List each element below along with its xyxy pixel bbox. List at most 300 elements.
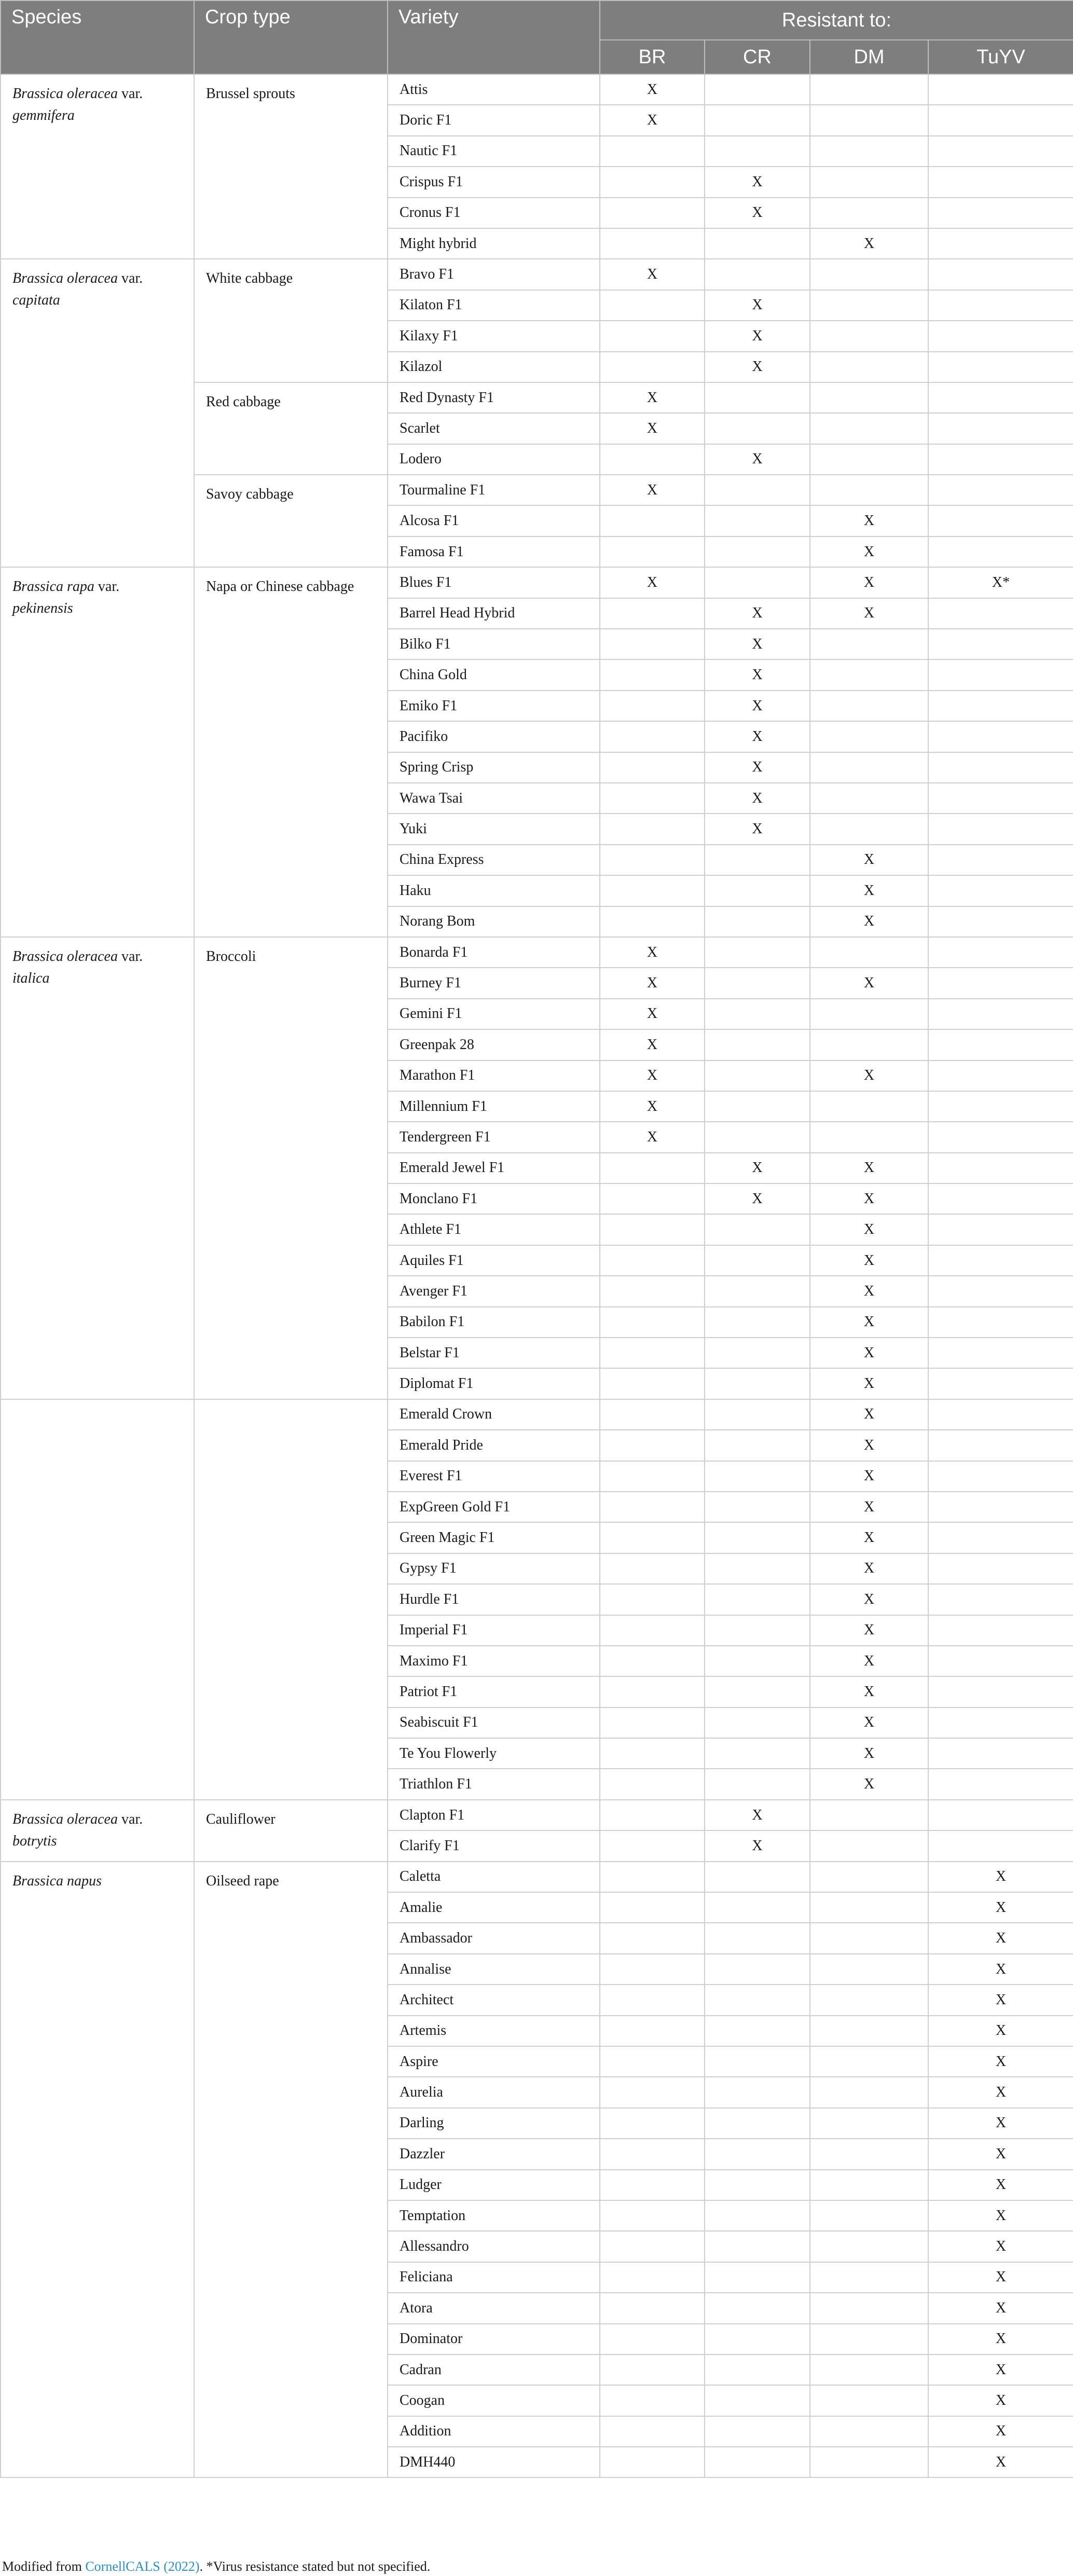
resistance-mark-cr: X: [705, 444, 810, 475]
variety-cell: Avenger F1: [388, 1276, 600, 1306]
variety-cell: Addition: [388, 2416, 600, 2447]
variety-cell: Aspire: [388, 2046, 600, 2077]
resistance-mark-br: [600, 2416, 705, 2447]
resistance-mark-dm: [810, 1029, 928, 1060]
resistance-mark-tuyv: [928, 536, 1073, 567]
header-dm: DM: [810, 40, 928, 74]
resistance-mark-dm: [810, 691, 928, 721]
resistance-mark-cr: [705, 1584, 810, 1615]
resistance-mark-dm: X: [810, 845, 928, 875]
resistance-mark-cr: [705, 1461, 810, 1492]
variety-cell: Greenpak 28: [388, 1029, 600, 1060]
resistance-mark-br: [600, 2354, 705, 2385]
resistance-mark-tuyv: [928, 1492, 1073, 1522]
resistance-mark-cr: [705, 1276, 810, 1306]
variety-cell: Millennium F1: [388, 1091, 600, 1122]
resistance-mark-tuyv: [928, 1430, 1073, 1461]
resistance-mark-dm: [810, 444, 928, 475]
header-crop-type: Crop type: [194, 1, 388, 74]
resistance-mark-dm: [810, 198, 928, 228]
resistance-mark-dm: [810, 136, 928, 167]
resistance-mark-tuyv: X: [928, 2385, 1073, 2416]
resistance-mark-br: [600, 1923, 705, 1953]
resistance-mark-tuyv: [928, 1338, 1073, 1368]
variety-cell: ExpGreen Gold F1: [388, 1492, 600, 1522]
resistance-mark-br: [600, 352, 705, 382]
resistance-mark-cr: [705, 382, 810, 413]
resistance-mark-dm: X: [810, 1615, 928, 1646]
variety-cell: Lodero: [388, 444, 600, 475]
resistance-mark-cr: [705, 2262, 810, 2293]
resistance-mark-dm: [810, 2108, 928, 2139]
species-epithet: gemmifera: [12, 107, 75, 123]
resistance-mark-tuyv: X: [928, 1892, 1073, 1923]
resistance-mark-tuyv: [928, 721, 1073, 752]
resistance-mark-cr: [705, 999, 810, 1029]
footnote-citation-link[interactable]: CornellCALS (2022): [85, 2559, 200, 2574]
resistance-mark-tuyv: [928, 845, 1073, 875]
resistance-mark-tuyv: [928, 1676, 1073, 1707]
resistance-mark-dm: [810, 2262, 928, 2293]
resistance-mark-tuyv: [928, 1091, 1073, 1122]
resistance-mark-cr: [705, 906, 810, 937]
crop-type-cell: [194, 1399, 388, 1800]
variety-cell: Temptation: [388, 2200, 600, 2231]
table-row: [1, 567, 1073, 598]
resistance-mark-br: [600, 1430, 705, 1461]
resistance-mark-tuyv: X: [928, 1985, 1073, 2015]
resistance-mark-dm: X: [810, 1769, 928, 1799]
resistance-mark-br: [600, 691, 705, 721]
species-rank: var.: [121, 86, 143, 102]
resistance-mark-cr: [705, 2046, 810, 2077]
resistance-mark-cr: [705, 1954, 810, 1985]
resistance-mark-tuyv: [928, 1307, 1073, 1338]
resistance-mark-dm: [810, 167, 928, 197]
resistance-mark-br: [600, 1214, 705, 1245]
resistance-mark-br: [600, 1954, 705, 1985]
resistance-mark-dm: [810, 2416, 928, 2447]
resistance-mark-cr: [705, 2293, 810, 2323]
variety-cell: Te You Flowerly: [388, 1738, 600, 1769]
resistance-mark-tuyv: X: [928, 1923, 1073, 1953]
variety-cell: Dazzler: [388, 2139, 600, 2169]
resistance-mark-br: [600, 136, 705, 167]
resistance-mark-br: [600, 505, 705, 536]
resistance-mark-dm: X: [810, 1214, 928, 1245]
resistance-mark-tuyv: [928, 352, 1073, 382]
footnote-suffix: . *Virus resistance stated but not specified.: [199, 2559, 431, 2574]
resistance-mark-tuyv: [928, 1029, 1073, 1060]
resistance-mark-br: [600, 1368, 705, 1399]
resistance-mark-dm: X: [810, 1368, 928, 1399]
resistance-mark-tuyv: [928, 659, 1073, 690]
resistance-mark-cr: [705, 2200, 810, 2231]
variety-cell: Belstar F1: [388, 1338, 600, 1368]
resistance-mark-cr: X: [705, 352, 810, 382]
resistance-mark-tuyv: [928, 875, 1073, 906]
resistance-mark-cr: [705, 505, 810, 536]
resistance-mark-tuyv: X: [928, 2139, 1073, 2169]
species-cell: [1, 1800, 194, 1862]
variety-cell: Hurdle F1: [388, 1584, 600, 1615]
resistance-mark-dm: [810, 2231, 928, 2262]
variety-cell: Kilaton F1: [388, 290, 600, 321]
resistance-mark-cr: [705, 1862, 810, 1892]
resistance-mark-tuyv: [928, 968, 1073, 998]
resistance-mark-cr: [705, 1923, 810, 1953]
variety-cell: Amalie: [388, 1892, 600, 1923]
variety-cell: Diplomat F1: [388, 1368, 600, 1399]
species-epithet: capitata: [12, 292, 60, 309]
resistance-mark-tuyv: [928, 1368, 1073, 1399]
resistance-mark-cr: [705, 2077, 810, 2107]
resistance-mark-dm: [810, 659, 928, 690]
resistance-mark-cr: [705, 2416, 810, 2447]
crop-type-cell: Broccoli: [194, 937, 388, 1399]
table-row: [1, 74, 1073, 105]
resistance-mark-cr: [705, 1214, 810, 1245]
variety-cell: Ambassador: [388, 1923, 600, 1953]
variety-cell: Annalise: [388, 1954, 600, 1985]
resistance-mark-br: [600, 1522, 705, 1553]
variety-cell: Scarlet: [388, 413, 600, 444]
resistance-mark-cr: [705, 413, 810, 444]
resistance-mark-br: [600, 1153, 705, 1183]
resistance-mark-dm: [810, 1122, 928, 1152]
resistance-mark-tuyv: [928, 1214, 1073, 1245]
resistance-mark-dm: [810, 321, 928, 351]
resistance-mark-br: X: [600, 475, 705, 505]
resistance-mark-br: [600, 1307, 705, 1338]
variety-cell: Kilazol: [388, 352, 600, 382]
resistance-mark-dm: [810, 1800, 928, 1830]
resistance-mark-br: [600, 1769, 705, 1799]
variety-cell: Triathlon F1: [388, 1769, 600, 1799]
variety-cell: Cadran: [388, 2354, 600, 2385]
resistance-mark-cr: [705, 1430, 810, 1461]
resistance-mark-cr: [705, 1646, 810, 1676]
resistance-mark-dm: [810, 1091, 928, 1122]
resistance-mark-cr: [705, 228, 810, 259]
resistance-mark-br: [600, 2231, 705, 2262]
variety-cell: Cronus F1: [388, 198, 600, 228]
resistance-mark-br: [600, 2385, 705, 2416]
variety-cell: Pacifiko: [388, 721, 600, 752]
variety-cell: Seabiscuit F1: [388, 1707, 600, 1738]
resistance-mark-dm: [810, 1862, 928, 1892]
resistance-mark-cr: [705, 74, 810, 105]
resistance-mark-br: X: [600, 105, 705, 135]
resistance-mark-tuyv: [928, 1738, 1073, 1769]
header-br: BR: [600, 40, 705, 74]
species-rank: var.: [121, 270, 143, 287]
resistance-mark-tuyv: [928, 1122, 1073, 1152]
resistance-mark-tuyv: [928, 505, 1073, 536]
resistance-mark-cr: [705, 567, 810, 598]
resistance-mark-dm: X: [810, 1707, 928, 1738]
resistance-mark-br: [600, 2077, 705, 2107]
resistance-mark-dm: [810, 1985, 928, 2015]
resistance-mark-br: [600, 1707, 705, 1738]
resistance-mark-tuyv: [928, 999, 1073, 1029]
resistance-mark-br: [600, 1615, 705, 1646]
resistance-mark-br: [600, 2324, 705, 2354]
resistance-mark-br: [600, 2139, 705, 2169]
resistance-mark-cr: [705, 1338, 810, 1368]
resistance-mark-dm: [810, 2200, 928, 2231]
variety-cell: Tendergreen F1: [388, 1122, 600, 1152]
resistance-mark-br: [600, 1276, 705, 1306]
resistance-mark-cr: X: [705, 752, 810, 783]
table-row: [1, 1399, 1073, 1430]
resistance-mark-br: [600, 1676, 705, 1707]
resistance-mark-cr: X: [705, 629, 810, 659]
variety-cell: Clapton F1: [388, 1800, 600, 1830]
resistance-mark-dm: [810, 105, 928, 135]
header-variety: Variety: [388, 1, 600, 74]
resistance-mark-br: [600, 228, 705, 259]
resistance-mark-br: [600, 845, 705, 875]
resistance-mark-br: [600, 1862, 705, 1892]
variety-cell: Monclano F1: [388, 1183, 600, 1214]
resistance-mark-tuyv: X: [928, 2416, 1073, 2447]
resistance-mark-cr: X: [705, 1800, 810, 1830]
variety-cell: Green Magic F1: [388, 1522, 600, 1553]
variety-cell: Blues F1: [388, 567, 600, 598]
table-body: [1, 74, 1073, 2477]
table-row: [1, 259, 1073, 290]
resistance-mark-cr: [705, 2447, 810, 2477]
resistance-mark-dm: [810, 2447, 928, 2477]
resistance-mark-cr: [705, 1060, 810, 1091]
resistance-mark-cr: [705, 1122, 810, 1152]
resistance-mark-br: [600, 629, 705, 659]
variety-cell: Kilaxy F1: [388, 321, 600, 351]
resistance-mark-dm: [810, 259, 928, 290]
variety-cell: Artemis: [388, 2016, 600, 2046]
variety-cell: Aquiles F1: [388, 1245, 600, 1276]
variety-cell: Emiko F1: [388, 691, 600, 721]
resistance-mark-tuyv: [928, 1584, 1073, 1615]
resistance-mark-dm: [810, 721, 928, 752]
resistance-mark-cr: [705, 1738, 810, 1769]
footnote-prefix: Modified from: [2, 2559, 86, 2574]
resistance-mark-dm: [810, 2354, 928, 2385]
species-latin-name: Brassica oleracea: [12, 86, 118, 102]
species-cell: [1, 1399, 194, 1800]
resistance-mark-tuyv: [928, 167, 1073, 197]
resistance-mark-br: [600, 536, 705, 567]
resistance-mark-tuyv: [928, 382, 1073, 413]
resistance-mark-tuyv: [928, 598, 1073, 629]
resistance-mark-tuyv: X: [928, 2077, 1073, 2107]
resistance-mark-tuyv: [928, 629, 1073, 659]
resistance-mark-cr: [705, 105, 810, 135]
resistance-mark-tuyv: [928, 105, 1073, 135]
resistance-mark-br: [600, 752, 705, 783]
variety-cell: Feliciana: [388, 2262, 600, 2293]
resistance-mark-dm: [810, 352, 928, 382]
variety-cell: Coogan: [388, 2385, 600, 2416]
resistance-mark-dm: [810, 2324, 928, 2354]
resistance-mark-dm: [810, 783, 928, 814]
resistance-mark-cr: [705, 2108, 810, 2139]
variety-cell: Crispus F1: [388, 167, 600, 197]
resistance-mark-dm: [810, 290, 928, 321]
resistance-mark-br: [600, 198, 705, 228]
resistance-mark-cr: X: [705, 290, 810, 321]
resistance-mark-tuyv: X: [928, 2262, 1073, 2293]
resistance-mark-tuyv: [928, 1769, 1073, 1799]
variety-cell: Burney F1: [388, 968, 600, 998]
variety-cell: Allessandro: [388, 2231, 600, 2262]
resistance-mark-br: [600, 2262, 705, 2293]
resistance-mark-tuyv: [928, 475, 1073, 505]
resistance-mark-cr: X: [705, 1153, 810, 1183]
resistance-mark-cr: [705, 1091, 810, 1122]
resistance-mark-br: [600, 659, 705, 690]
variety-cell: Caletta: [388, 1862, 600, 1892]
resistance-mark-br: X: [600, 567, 705, 598]
variety-cell: Marathon F1: [388, 1060, 600, 1091]
resistance-mark-dm: X: [810, 567, 928, 598]
resistance-mark-dm: X: [810, 1338, 928, 1368]
resistance-mark-dm: [810, 1830, 928, 1861]
species-latin-name: Brassica napus: [12, 1872, 102, 1889]
crop-type-cell: Cauliflower: [194, 1800, 388, 1862]
resistance-mark-br: [600, 1338, 705, 1368]
resistance-mark-tuyv: [928, 1553, 1073, 1584]
variety-cell: Ludger: [388, 2170, 600, 2200]
resistance-mark-tuyv: X: [928, 2354, 1073, 2385]
header-resistant-to: Resistant to:: [600, 1, 1073, 40]
resistance-mark-cr: [705, 937, 810, 968]
resistance-mark-dm: [810, 1954, 928, 1985]
resistance-mark-br: X: [600, 999, 705, 1029]
resistance-mark-tuyv: [928, 1646, 1073, 1676]
species-epithet: botrytis: [12, 1833, 57, 1849]
variety-cell: Haku: [388, 875, 600, 906]
resistance-mark-dm: [810, 382, 928, 413]
resistance-mark-br: [600, 2447, 705, 2477]
resistance-mark-cr: X: [705, 1830, 810, 1861]
resistance-mark-br: [600, 2046, 705, 2077]
resistance-mark-br: X: [600, 382, 705, 413]
resistance-mark-dm: [810, 814, 928, 844]
resistance-mark-br: [600, 2200, 705, 2231]
resistance-mark-tuyv: [928, 1060, 1073, 1091]
resistance-mark-cr: X: [705, 814, 810, 844]
variety-cell: Athlete F1: [388, 1214, 600, 1245]
species-epithet: pekinensis: [12, 600, 73, 617]
resistance-mark-cr: [705, 1307, 810, 1338]
resistance-mark-tuyv: [928, 1276, 1073, 1306]
variety-cell: Red Dynasty F1: [388, 382, 600, 413]
resistance-mark-tuyv: [928, 1245, 1073, 1276]
resistance-mark-dm: X: [810, 1307, 928, 1338]
variety-cell: Might hybrid: [388, 228, 600, 259]
resistance-mark-br: [600, 167, 705, 197]
resistance-mark-dm: X: [810, 505, 928, 536]
species-epithet: italica: [12, 970, 50, 986]
resistance-mark-br: X: [600, 968, 705, 998]
resistance-mark-cr: [705, 875, 810, 906]
resistance-mark-cr: [705, 1368, 810, 1399]
resistance-mark-br: [600, 1892, 705, 1923]
resistance-mark-tuyv: [928, 136, 1073, 167]
resistance-mark-tuyv: X: [928, 2200, 1073, 2231]
resistance-mark-tuyv: [928, 1830, 1073, 1861]
resistance-mark-br: [600, 290, 705, 321]
resistance-mark-cr: X: [705, 598, 810, 629]
variety-cell: Dominator: [388, 2324, 600, 2354]
resistance-mark-dm: [810, 475, 928, 505]
variety-cell: Spring Crisp: [388, 752, 600, 783]
resistance-mark-dm: X: [810, 1461, 928, 1492]
resistance-mark-dm: X: [810, 1276, 928, 1306]
resistance-mark-tuyv: [928, 691, 1073, 721]
species-rank: var.: [121, 948, 143, 965]
resistance-mark-cr: [705, 1707, 810, 1738]
resistance-mark-cr: [705, 2139, 810, 2169]
variety-cell: China Gold: [388, 659, 600, 690]
table-row: [1, 1800, 1073, 1830]
resistance-mark-dm: X: [810, 1738, 928, 1769]
variety-cell: Aurelia: [388, 2077, 600, 2107]
resistance-mark-br: [600, 1800, 705, 1830]
resistance-mark-br: X: [600, 1029, 705, 1060]
resistance-mark-cr: [705, 2016, 810, 2046]
resistance-mark-cr: [705, 968, 810, 998]
crop-type-cell: Savoy cabbage: [194, 475, 388, 567]
resistance-mark-dm: X: [810, 1584, 928, 1615]
species-cell: [1, 937, 194, 1399]
resistance-mark-tuyv: [928, 1615, 1073, 1646]
resistance-mark-br: [600, 1399, 705, 1430]
resistance-mark-tuyv: [928, 74, 1073, 105]
resistance-mark-cr: X: [705, 167, 810, 197]
resistance-mark-dm: X: [810, 1245, 928, 1276]
resistance-mark-br: X: [600, 937, 705, 968]
resistance-mark-cr: [705, 136, 810, 167]
species-latin-name: Brassica oleracea: [12, 948, 118, 965]
resistance-mark-br: X: [600, 1122, 705, 1152]
resistance-mark-cr: [705, 2170, 810, 2200]
resistance-mark-dm: X: [810, 1646, 928, 1676]
resistance-mark-br: [600, 1738, 705, 1769]
variety-cell: Yuki: [388, 814, 600, 844]
species-cell: [1, 1862, 194, 2478]
resistance-mark-tuyv: [928, 783, 1073, 814]
variety-cell: Bonarda F1: [388, 937, 600, 968]
resistance-mark-dm: [810, 1892, 928, 1923]
resistance-mark-dm: [810, 2385, 928, 2416]
variety-cell: Emerald Pride: [388, 1430, 600, 1461]
resistance-mark-tuyv: X: [928, 2324, 1073, 2354]
resistance-mark-dm: X: [810, 906, 928, 937]
resistance-mark-br: [600, 1985, 705, 2015]
resistance-mark-dm: [810, 413, 928, 444]
resistance-mark-dm: [810, 2293, 928, 2323]
variety-cell: Attis: [388, 74, 600, 105]
resistance-mark-tuyv: [928, 1522, 1073, 1553]
resistance-mark-tuyv: [928, 937, 1073, 968]
species-latin-name: Brassica oleracea: [12, 270, 118, 287]
species-cell: [1, 259, 194, 567]
resistance-mark-cr: [705, 845, 810, 875]
resistance-mark-tuyv: [928, 814, 1073, 844]
